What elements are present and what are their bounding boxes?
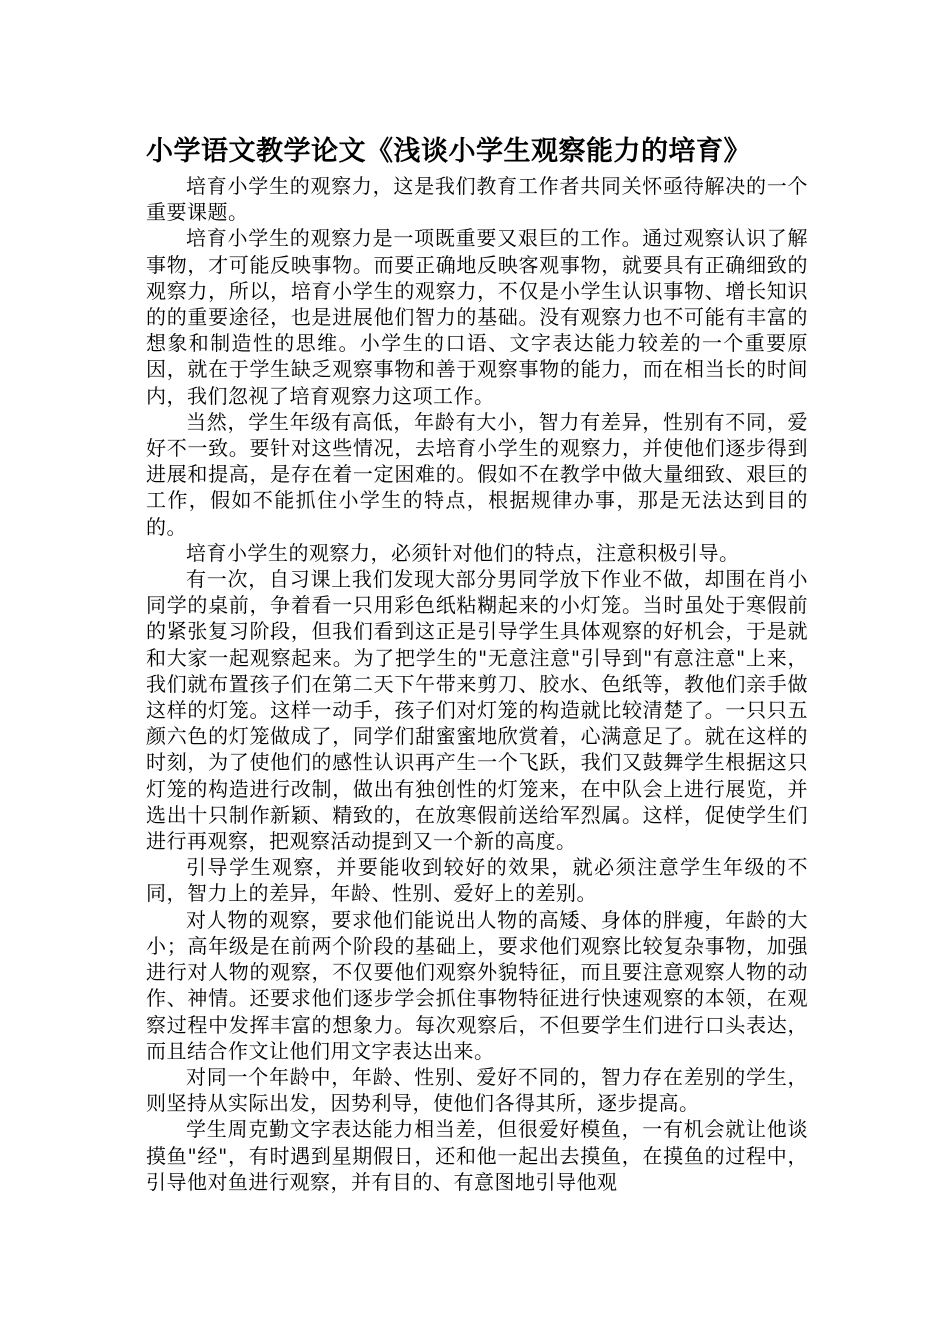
paragraph-7: 对人物的观察，要求他们能说出人物的高矮、身体的胖瘦，年龄的大小；高年级是在前两个阶段的基础上，要求他们观察比较复杂事物，加强进行对人物的观察，不仅要他们观察外貌特征，而且要注意观察人物的动作、神情。还要求他们逐步学会抓住事物特征进行快速观察的本领，在观察过程中发挥丰富的想象力。每次观察后，不但要学生们进行口头表达，而且结合作文让他们用文字表达出来。 bbox=[146, 907, 808, 1063]
paragraph-1: 培育小学生的观察力，这是我们教育工作者共同关怀亟待解决的一个重要课题。 bbox=[146, 174, 808, 225]
paragraph-8: 对同一个年龄中，年龄、性别、爱好不同的，智力存在差别的学生，则坚持从实际出发，因势利导，使他们各得其所，逐步提高。 bbox=[146, 1064, 808, 1116]
paragraph-6: 引导学生观察，并要能收到较好的效果，就必须注意学生年级的不同，智力上的差异，年龄、性别、爱好上的差别。 bbox=[146, 855, 808, 906]
paragraph-2: 培育小学生的观察力是一项既重要又艰巨的工作。通过观察认识了解事物，才可能反映事物。而要正确地反映客观事物，就要具有正确细致的观察力，所以，培育小学生的观察力，不仅是小学生认识事物、增长知识的的重要途径，也是进展他们智力的基础。没有观察力也不可能有丰富的想象和制造性的思维。小学生的口语、文字表达能力较差的一个重要原因，就在于学生缺乏观察事物和善于观察事物的能力，而在相当长的时间内，我们忽视了培育观察力这项工作。 bbox=[146, 226, 808, 408]
document-body bbox=[146, 133, 808, 1195]
paragraph-4: 培育小学生的观察力，必须针对他们的特点，注意积极引导。 bbox=[186, 540, 740, 565]
paragraph-3: 当然，学生年级有高低，年龄有大小，智力有差异，性别有不同，爱好不一致。要针对这些情况，去培育小学生的观察力，并使他们逐步得到进展和提高，是存在着一定困难的。假如不在教学中做大量细致、艰巨的工作，假如不能抓住小学生的特点，根据规律办事，那是无法达到目的的。 bbox=[146, 409, 808, 539]
paragraph-5: 有一次，自习课上我们发现大部分男同学放下作业不做，却围在肖小同学的桌前，争着看一只用彩色纸粘糊起来的小灯笼。当时虽处于寒假前的紧张复习阶段，但我们看到这正是引导学生具体观察的好机会，于是就和大家一起观察起来。为了把学生的"无意注意"引导到"有意注意"上来，我们就布置孩子们在第二天下午带来剪刀、胶水、色纸等，教他们亲手做这样的灯笼。这样一动手，孩子们对灯笼的构造就比较清楚了。一只只五颜六色的灯笼做成了，同学们甜蜜蜜地欣赏着，心满意足了。就在这样的时刻，为了使他们的感性认识再产生一个飞跃，我们又鼓舞学生根据这只灯笼的构造进行改制，做出有独创性的灯笼来，在中队会上进行展览，并选出十只制作新颖、精致的，在放寒假前送给军烈属。这样，促使学生们进行再观察，把观察活动提到又一个新的高度。 bbox=[146, 567, 808, 854]
paragraph-9: 学生周克勤文字表达能力相当差，但很爱好模鱼，一有机会就让他谈摸鱼"经"，有时遇到星期假日，还和他一起出去摸鱼，在摸鱼的过程中，引导他对鱼进行观察，并有目的、有意图地引导他观 bbox=[146, 1117, 808, 1194]
document-title: 小学语文教学论文《浅谈小学生观察能力的培育》 bbox=[146, 136, 751, 167]
